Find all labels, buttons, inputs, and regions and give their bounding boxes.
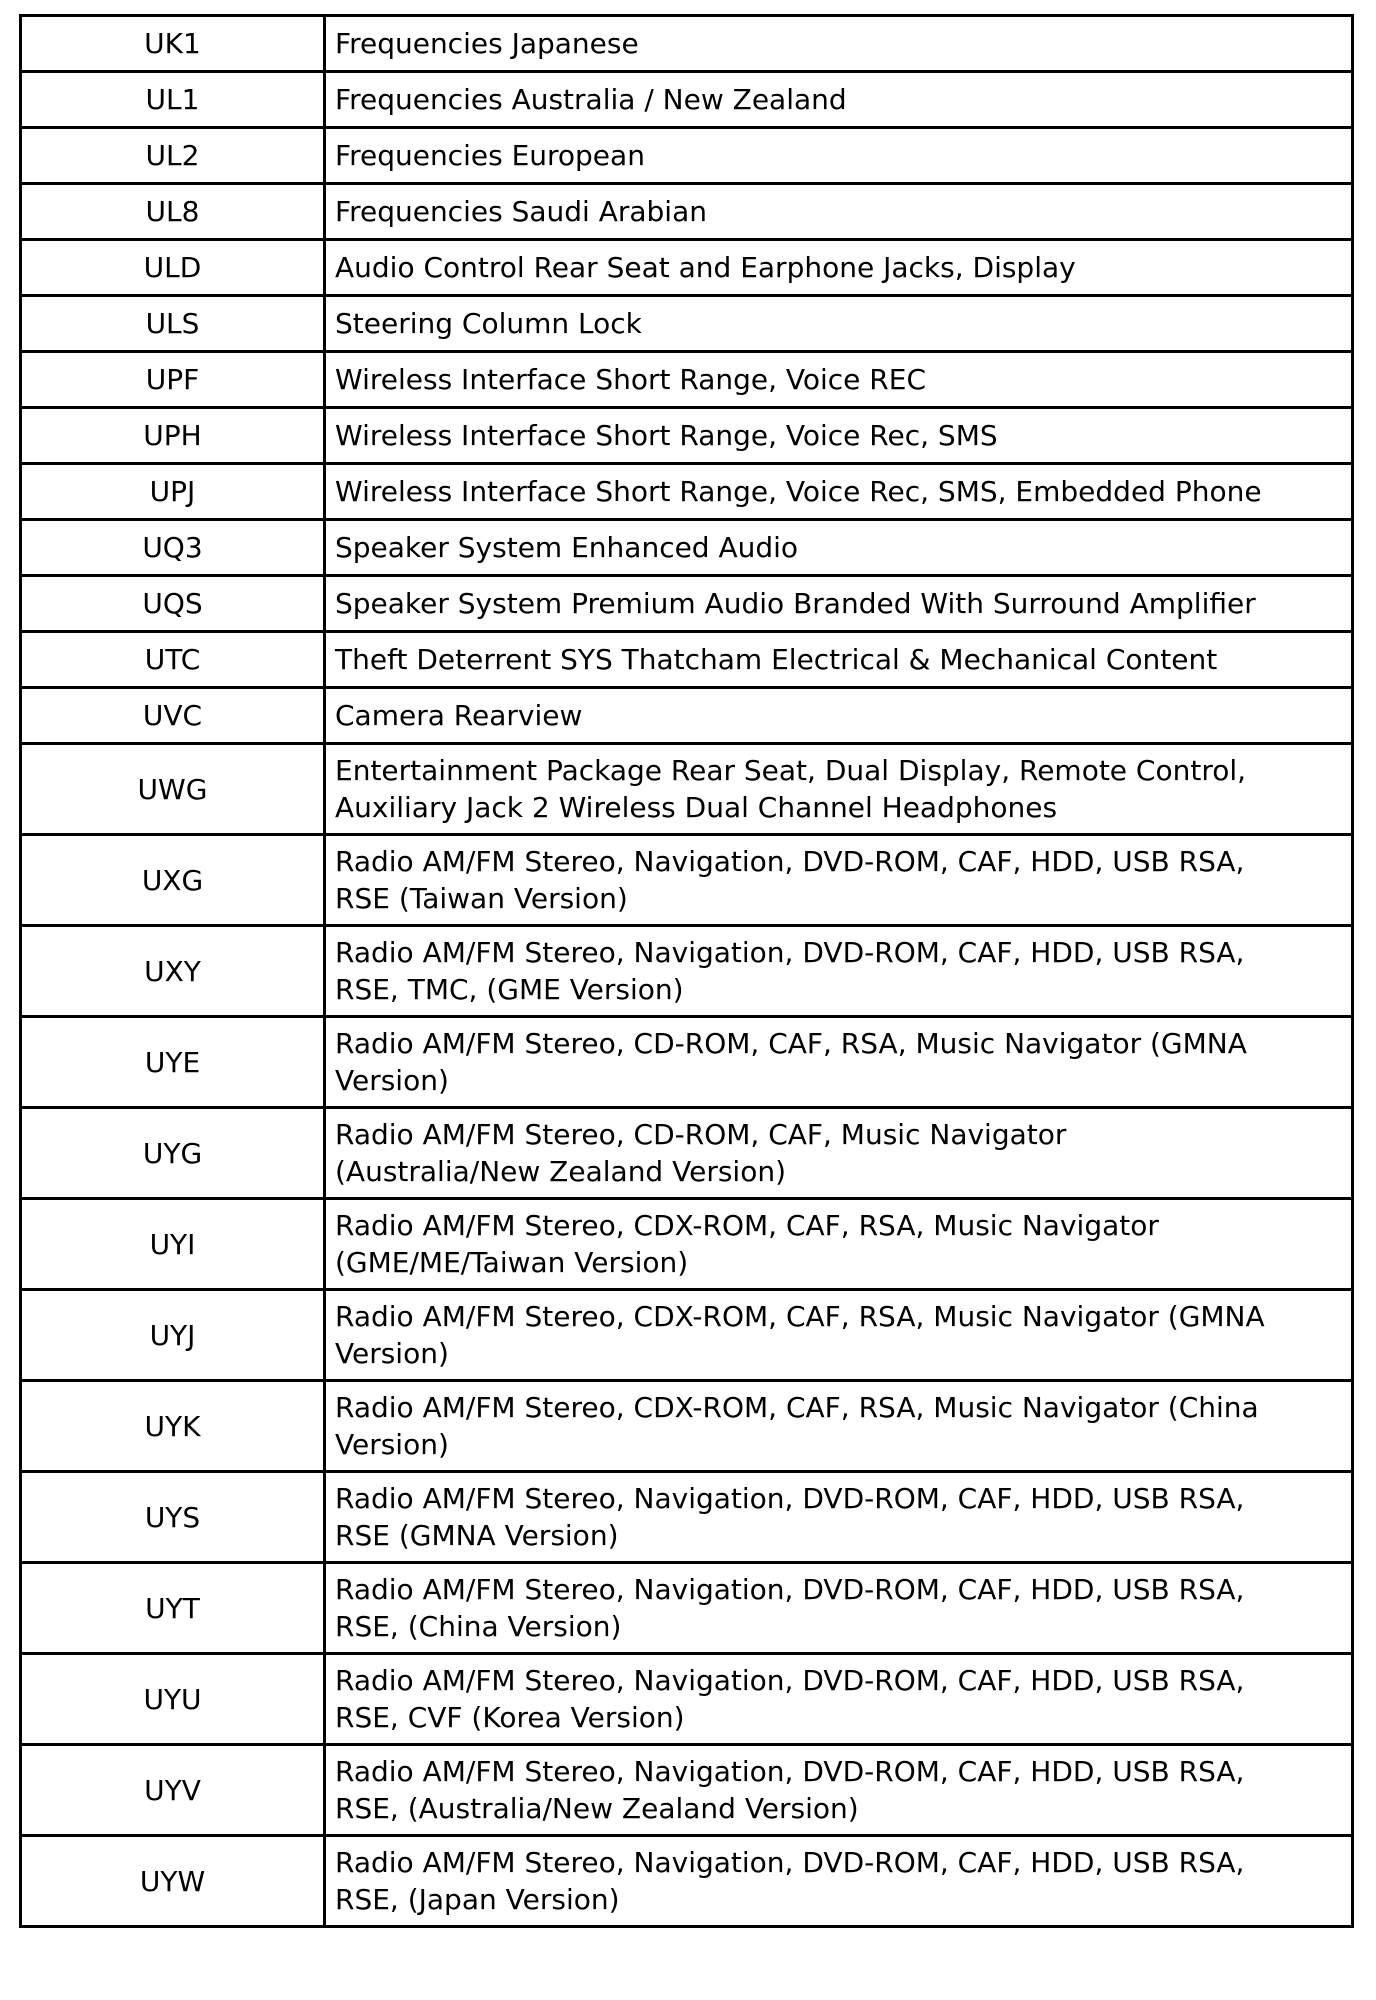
table-row — [21, 1290, 1353, 1381]
option-description-cell — [325, 16, 1353, 72]
table-row — [21, 1563, 1353, 1654]
table-row — [21, 744, 1353, 835]
option-code-cell: ULS — [21, 296, 325, 352]
option-description-cell — [325, 1836, 1353, 1927]
option-code-cell: UYV — [21, 1745, 325, 1836]
description-line: Speaker System Premium Audio Branded With Surround Amplifier — [335, 587, 1256, 620]
option-description-cell — [325, 1563, 1353, 1654]
option-description-cell — [325, 520, 1353, 576]
option-description-cell — [325, 576, 1353, 632]
description-line: Auxiliary Jack 2 Wireless Dual Channel Headphones — [335, 791, 1058, 824]
table-row — [21, 1199, 1353, 1290]
description-line: RSE (GMNA Version) — [335, 1519, 619, 1552]
option-description-cell — [325, 1199, 1353, 1290]
description-line: Frequencies Saudi Arabian — [335, 195, 707, 228]
description-line: Wireless Interface Short Range, Voice Rec, SMS, Embedded Phone — [335, 475, 1262, 508]
table-row — [21, 632, 1353, 688]
description-line: RSE, (China Version) — [335, 1610, 622, 1643]
description-line: Radio AM/FM Stereo, Navigation, DVD-ROM, CAF, HDD, USB RSA, — [335, 936, 1245, 969]
option-description-cell — [325, 744, 1353, 835]
description-line: RSE, CVF (Korea Version) — [335, 1701, 685, 1734]
table-row — [21, 1017, 1353, 1108]
option-code-cell: UPJ — [21, 464, 325, 520]
option-description-cell — [325, 184, 1353, 240]
option-code-cell: UK1 — [21, 16, 325, 72]
table-row — [21, 1381, 1353, 1472]
option-description-cell — [325, 1745, 1353, 1836]
table-row — [21, 1836, 1353, 1927]
option-code-cell: UL1 — [21, 72, 325, 128]
description-line: Theft Deterrent SYS Thatcham Electrical & Mechanical Content — [335, 643, 1218, 676]
option-code-cell: UYW — [21, 1836, 325, 1927]
option-description-cell — [325, 296, 1353, 352]
option-codes-table — [19, 14, 1354, 1928]
option-description-cell — [325, 835, 1353, 926]
option-description-cell — [325, 72, 1353, 128]
option-description-cell — [325, 1654, 1353, 1745]
description-line: Radio AM/FM Stereo, CDX-ROM, CAF, RSA, Music Navigator (GMNA — [335, 1300, 1265, 1333]
description-line: Radio AM/FM Stereo, CDX-ROM, CAF, RSA, Music Navigator — [335, 1209, 1159, 1242]
option-code-cell: UL2 — [21, 128, 325, 184]
option-code-cell: UYJ — [21, 1290, 325, 1381]
description-line: Radio AM/FM Stereo, Navigation, DVD-ROM, CAF, HDD, USB RSA, — [335, 1482, 1245, 1515]
option-description-cell — [325, 632, 1353, 688]
option-description-cell — [325, 1108, 1353, 1199]
table-row — [21, 72, 1353, 128]
option-code-cell: UYI — [21, 1199, 325, 1290]
description-line: Frequencies Australia / New Zealand — [335, 83, 847, 116]
option-code-cell: UYT — [21, 1563, 325, 1654]
option-code-cell: UL8 — [21, 184, 325, 240]
option-code-cell: UQ3 — [21, 520, 325, 576]
table-row — [21, 1654, 1353, 1745]
option-description-cell — [325, 1472, 1353, 1563]
description-line: RSE, TMC, (GME Version) — [335, 973, 684, 1006]
option-description-cell — [325, 1017, 1353, 1108]
description-line: Steering Column Lock — [335, 307, 642, 340]
description-line: Speaker System Enhanced Audio — [335, 531, 799, 564]
description-line: Entertainment Package Rear Seat, Dual Display, Remote Control, — [335, 754, 1247, 787]
option-code-cell: ULD — [21, 240, 325, 296]
option-code-cell: UYU — [21, 1654, 325, 1745]
table-row — [21, 1472, 1353, 1563]
option-code-cell: UYG — [21, 1108, 325, 1199]
option-description-cell — [325, 688, 1353, 744]
table-row — [21, 688, 1353, 744]
table-row — [21, 835, 1353, 926]
option-code-cell: UWG — [21, 744, 325, 835]
description-line: Radio AM/FM Stereo, Navigation, DVD-ROM, CAF, HDD, USB RSA, — [335, 1846, 1245, 1879]
option-code-cell: UPF — [21, 352, 325, 408]
option-description-cell — [325, 1381, 1353, 1472]
option-description-cell — [325, 408, 1353, 464]
description-line: Audio Control Rear Seat and Earphone Jacks, Display — [335, 251, 1076, 284]
table-row — [21, 240, 1353, 296]
option-description-cell — [325, 128, 1353, 184]
option-code-cell: UVC — [21, 688, 325, 744]
option-code-cell: UYK — [21, 1381, 325, 1472]
table-row — [21, 576, 1353, 632]
option-code-cell: UXY — [21, 926, 325, 1017]
table-row — [21, 352, 1353, 408]
table-row — [21, 16, 1353, 72]
description-line: Radio AM/FM Stereo, CD-ROM, CAF, RSA, Music Navigator (GMNA — [335, 1027, 1247, 1060]
description-line: (Australia/New Zealand Version) — [335, 1155, 786, 1188]
option-code-cell: UTC — [21, 632, 325, 688]
description-line: (GME/ME/Taiwan Version) — [335, 1246, 689, 1279]
table-row — [21, 1745, 1353, 1836]
description-line: Frequencies European — [335, 139, 645, 172]
description-line: Version) — [335, 1337, 449, 1370]
table-row — [21, 520, 1353, 576]
option-description-cell — [325, 926, 1353, 1017]
option-description-cell — [325, 1290, 1353, 1381]
description-line: Wireless Interface Short Range, Voice REC — [335, 363, 927, 396]
table-row — [21, 128, 1353, 184]
option-code-cell: UXG — [21, 835, 325, 926]
description-line: Radio AM/FM Stereo, Navigation, DVD-ROM, CAF, HDD, USB RSA, — [335, 1664, 1245, 1697]
description-line: RSE (Taiwan Version) — [335, 882, 628, 915]
option-description-cell — [325, 240, 1353, 296]
description-line: Version) — [335, 1428, 449, 1461]
option-code-cell: UYE — [21, 1017, 325, 1108]
table-row — [21, 184, 1353, 240]
description-line: Camera Rearview — [335, 699, 583, 732]
option-codes-table-body — [21, 16, 1353, 1927]
table-row — [21, 1108, 1353, 1199]
option-description-cell — [325, 352, 1353, 408]
table-row — [21, 296, 1353, 352]
table-row — [21, 408, 1353, 464]
description-line: Radio AM/FM Stereo, Navigation, DVD-ROM, CAF, HDD, USB RSA, — [335, 1573, 1245, 1606]
description-line: Radio AM/FM Stereo, CDX-ROM, CAF, RSA, Music Navigator (China — [335, 1391, 1259, 1424]
option-code-cell: UQS — [21, 576, 325, 632]
table-row — [21, 464, 1353, 520]
description-line: Radio AM/FM Stereo, Navigation, DVD-ROM, CAF, HDD, USB RSA, — [335, 1755, 1245, 1788]
description-line: Radio AM/FM Stereo, CD-ROM, CAF, Music Navigator — [335, 1118, 1067, 1151]
description-line: Version) — [335, 1064, 449, 1097]
description-line: RSE, (Australia/New Zealand Version) — [335, 1792, 859, 1825]
option-code-cell: UPH — [21, 408, 325, 464]
table-row — [21, 926, 1353, 1017]
description-line: Radio AM/FM Stereo, Navigation, DVD-ROM, CAF, HDD, USB RSA, — [335, 845, 1245, 878]
description-line: RSE, (Japan Version) — [335, 1883, 620, 1916]
option-description-cell — [325, 464, 1353, 520]
description-line: Wireless Interface Short Range, Voice Rec, SMS — [335, 419, 998, 452]
description-line: Frequencies Japanese — [335, 27, 639, 60]
option-code-cell: UYS — [21, 1472, 325, 1563]
